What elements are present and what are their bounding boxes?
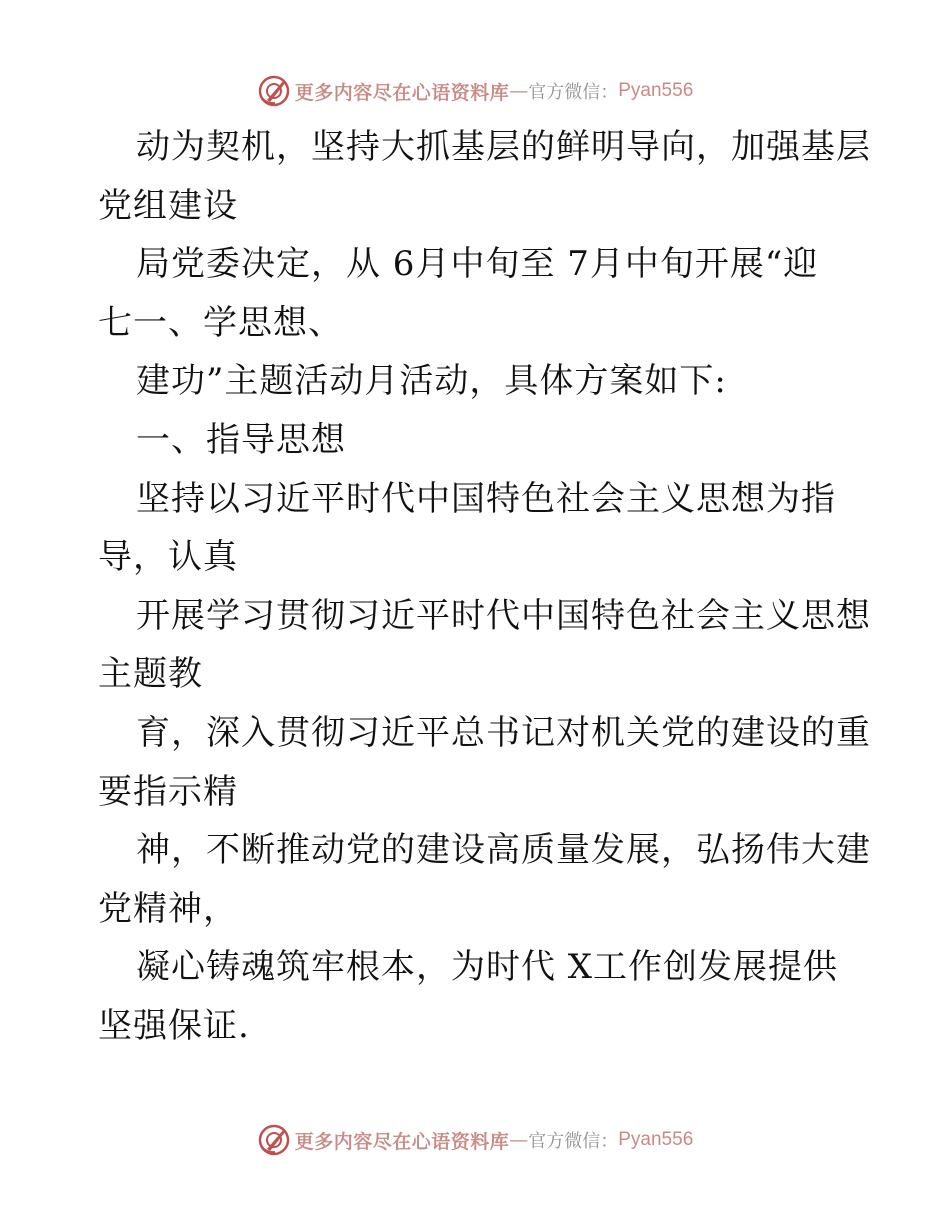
body-line: 建功”主题活动月活动，具体方案如下: — [136, 361, 727, 402]
banner-dash: — — [509, 80, 529, 102]
body-line: 坚持以习近平时代中国特色社会主义思想为指 — [136, 478, 836, 519]
body-line: 凝心铸魂筑牢根本，为时代 X工作创发展提供 — [136, 947, 839, 988]
body-line: 导，认真 — [98, 537, 238, 578]
body-line: 要指示精 — [98, 771, 238, 812]
section-heading: 一、指导思想 — [136, 419, 346, 460]
body-line: 主题教 — [98, 654, 203, 695]
body-line: 开展学习贯彻习近平时代中国特色社会主义思想 — [136, 595, 871, 636]
body-line: 局党委决定，从 6月中旬至 7月中旬开展“迎 — [136, 244, 819, 285]
body-line: 党组建设 — [98, 185, 238, 226]
banner-wechat-id: Pyan556 — [618, 1129, 694, 1150]
body-line: 七一、学思想、 — [98, 302, 343, 343]
header-banner — [0, 71, 950, 111]
banner-wechat-label: 官方微信： — [528, 1131, 619, 1152]
banner-site-text: 更多内容尽在心语资料库 — [294, 81, 510, 104]
document-body — [98, 118, 871, 1056]
banner-wechat-label: 官方微信： — [528, 82, 619, 103]
body-line: 育，深入贯彻习近平总书记对机关党的建设的重 — [136, 712, 871, 753]
banner-wechat-id: Pyan556 — [618, 80, 694, 101]
body-line: 神，不断推动党的建设高质量发展，弘扬伟大建 — [136, 830, 871, 871]
body-line: 党精神， — [98, 888, 238, 929]
logo-icon — [257, 1123, 291, 1157]
body-line: 动为契机，坚持大抓基层的鲜明导向，加强基层 — [136, 127, 871, 167]
footer-banner — [0, 1120, 950, 1160]
logo-icon — [257, 74, 291, 108]
banner-dash: — — [509, 1129, 529, 1151]
body-line: 坚强保证. — [98, 1005, 250, 1046]
banner-site-text: 更多内容尽在心语资料库 — [294, 1130, 510, 1153]
